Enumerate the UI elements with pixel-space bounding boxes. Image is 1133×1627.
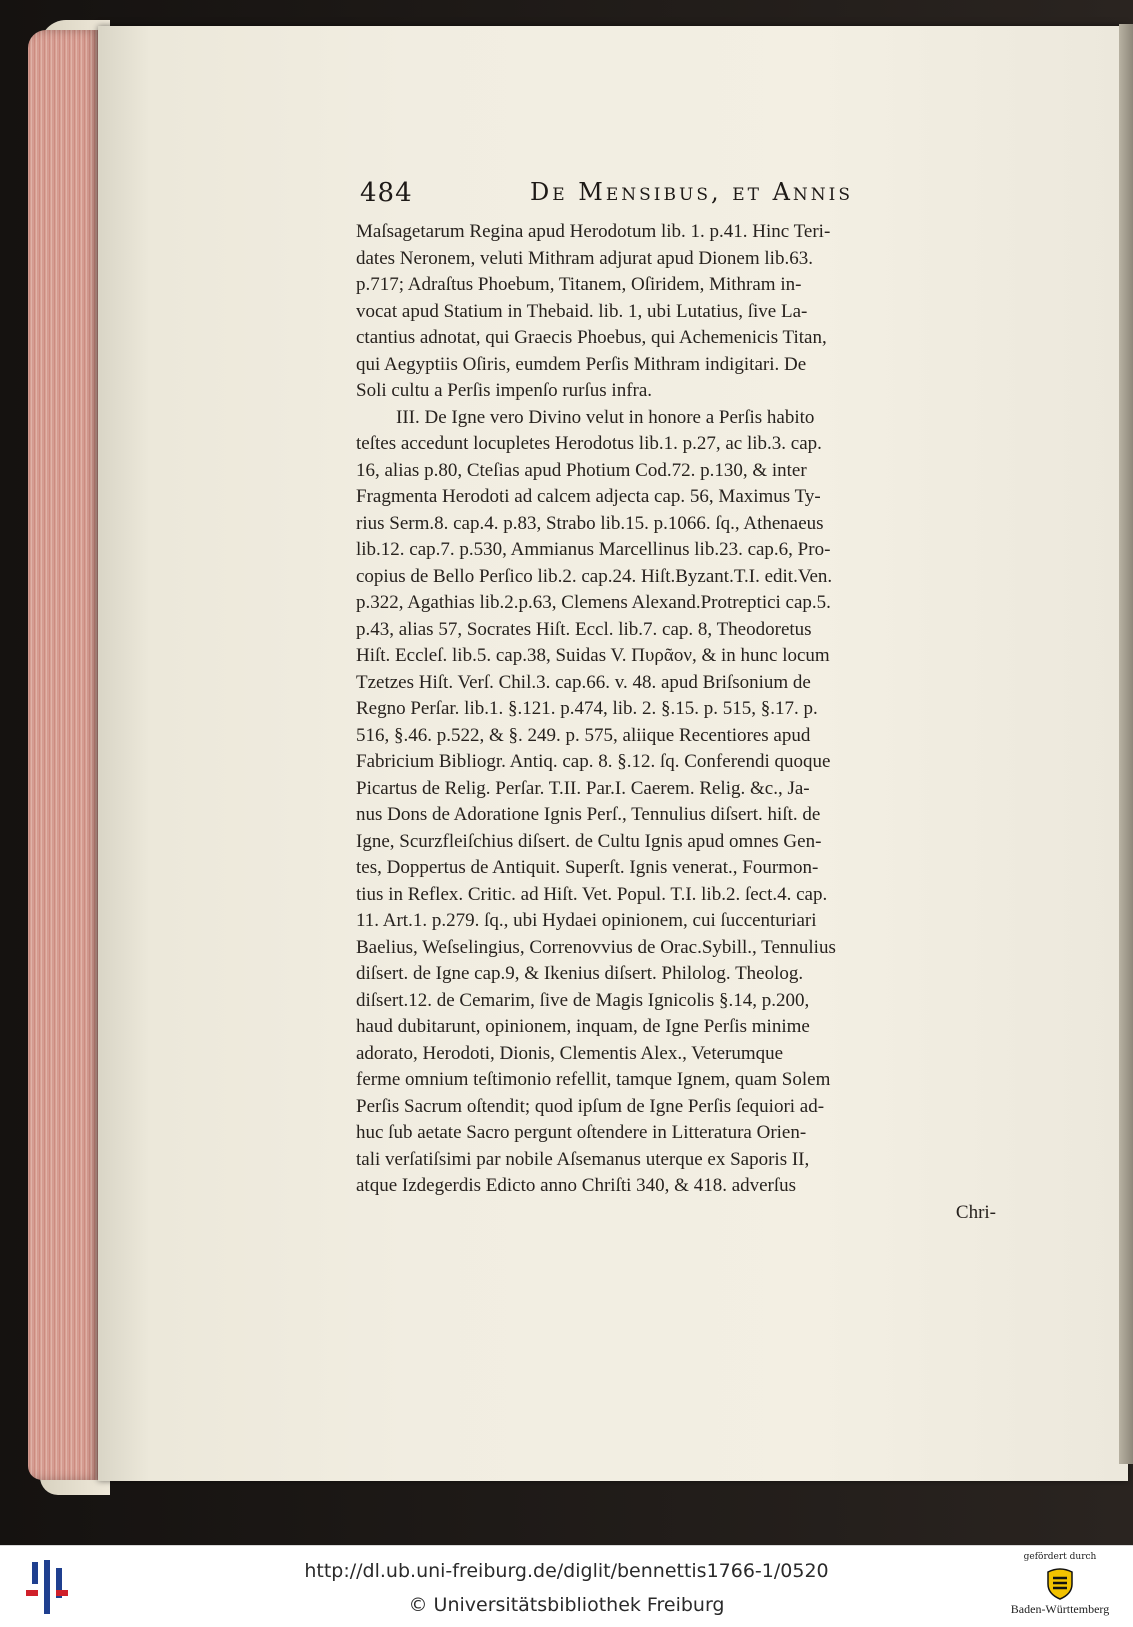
- text-line: tes, Doppertus de Antiquit. Superſt. Ignis venerat., Fourmon-: [356, 857, 819, 878]
- text-line: tius in Reflex. Critic. ad Hiſt. Vet. Popul. T.I. lib.2. ſect.4. cap.: [356, 883, 828, 905]
- text-line: ctantius adnotat, qui Graecis Phoebus, qui Achemenicis Titan,: [356, 327, 827, 348]
- text-line: huc ſub aetate Sacro pergunt oſtendere in Litteratura Orien-: [356, 1122, 807, 1143]
- text-line: nus Dons de Adoratione Ignis Perſ., Tennulius diſsert. hiſt. de: [356, 804, 821, 825]
- sponsor-label: gefördert durch: [1023, 1552, 1097, 1562]
- text-line: Fragmenta Herodoti ad calcem adjecta cap. 56, Maximus Ty-: [356, 486, 821, 507]
- text-line: diſsert. de Igne cap.9, & Ikenius diſsert. Philolog. Theolog.: [356, 963, 804, 984]
- text-line: copius de Bello Perſico lib.2. cap.24. Hiſt.Byzant.T.I. edit.Ven.: [356, 565, 833, 587]
- copyright-notice: © Universitätsbibliothek Freiburg: [408, 1594, 725, 1616]
- text-line: diſsert.12. de Cemarim, ſive de Magis Ignicolis §.14, p.200,: [356, 989, 810, 1011]
- text-line: tali verſatiſsimi par nobile Aſsemanus uterque ex Saporis II,: [356, 1148, 810, 1170]
- text-line: p.322, Agathias lib.2.p.63, Clemens Alexand.Protreptici cap.5.: [356, 592, 831, 613]
- running-title: De Mensibus, et Annis: [530, 178, 854, 206]
- text-line: Perſis Sacrum oſtendit; quod ipſum de Igne Perſis ſequiori ad-: [356, 1095, 825, 1117]
- text-line: Baelius, Weſselingius, Correnovvius de Orac.Sybill., Tennulius: [356, 936, 836, 958]
- text-line: qui Aegyptiis Oſiris, eumdem Perſis Mithram indigitari. De: [356, 353, 807, 375]
- text-line: dates Neronem, veluti Mithram adjurat apud Dionem lib.63.: [356, 247, 813, 269]
- text-line: p.717; Adraſtus Phoebum, Titanem, Oſiridem, Mithram in-: [356, 274, 802, 295]
- facing-page-edge: [1119, 24, 1133, 1464]
- catchword: Chri-: [955, 1201, 996, 1223]
- text-line: atque Izdegerdis Edicto anno Chriſti 340, & 418. adverſus: [356, 1175, 797, 1196]
- text-line: Regno Perſar. lib.1. §.121. p.474, lib. 2. §.15. p. 515, §.17. p.: [356, 698, 818, 719]
- page-header: [360, 178, 1000, 218]
- text-line: 516, §.46. p.522, & §. 249. p. 575, aliique Recentiores apud: [356, 724, 811, 746]
- sponsor-block: [1005, 1552, 1115, 1624]
- text-line: Soli cultu a Perſis impenſo rurſus infra.: [356, 380, 653, 401]
- sponsor-state: Baden-Württemberg: [1010, 1602, 1110, 1616]
- coat-of-arms-icon: [1044, 1566, 1076, 1600]
- text-line: Hiſt. Eccleſ. lib.5. cap.38, Suidas V. Πυρᾶον, & in hunc locum: [356, 645, 830, 666]
- text-line: teſtes accedunt locupletes Herodotus lib.1. p.27, ac lib.3. cap.: [356, 433, 822, 454]
- text-line: rius Serm.8. cap.4. p.83, Strabo lib.15. p.1066. ſq., Athenaeus: [356, 512, 824, 534]
- text-line: Tzetzes Hiſt. Verſ. Chil.3. cap.66. v. 48. apud Briſsonium de: [356, 671, 811, 693]
- text-line: 11. Art.1. p.279. ſq., ubi Hydaei opinionem, cui ſuccenturiari: [356, 910, 817, 931]
- permalink-url[interactable]: http://dl.ub.uni-freiburg.de/diglit/bennettis1766-1/0520: [304, 1560, 829, 1582]
- text-line: Fabricium Bibliogr. Antiq. cap. 8. §.12. ſq. Conferendi quoque: [356, 751, 831, 772]
- viewer-footer: [0, 1545, 1133, 1627]
- text-block: [356, 219, 996, 1226]
- text-line: vocat apud Statium in Thebaid. lib. 1, ubi Lutatius, ſive La-: [356, 300, 808, 322]
- text-line: adorato, Herodoti, Dionis, Clementis Alex., Veterumque: [356, 1042, 784, 1064]
- text-line: Maſsagetarum Regina apud Herodotum lib. 1. p.41. Hinc Teri-: [356, 221, 831, 242]
- text-line: Igne, Scurzfleiſchius diſsert. de Cultu Ignis apud omnes Gen-: [356, 830, 822, 852]
- text-line: 16, alias p.80, Cteſias apud Photium Cod.72. p.130, & inter: [356, 459, 807, 481]
- text-line: p.43, alias 57, Socrates Hiſt. Eccl. lib.7. cap. 8, Theodoretus: [356, 618, 812, 640]
- text-line: haud dubitarunt, opinionem, inquam, de Igne Perſis minime: [356, 1016, 810, 1037]
- text-line: lib.12. cap.7. p.530, Ammianus Marcellinus lib.23. cap.6, Pro-: [356, 539, 831, 560]
- text-line: Picartus de Relig. Perſar. T.II. Par.I. Caerem. Relig. &c., Ja-: [356, 777, 810, 799]
- text-line: ferme omnium teſtimonio refellit, tamque Ignem, quam Solem: [356, 1069, 831, 1090]
- page-block-edge: [28, 30, 100, 1480]
- page-number: 484: [360, 178, 413, 208]
- text-line: III. De Igne vero Divino velut in honore a Perſis habito: [396, 406, 815, 428]
